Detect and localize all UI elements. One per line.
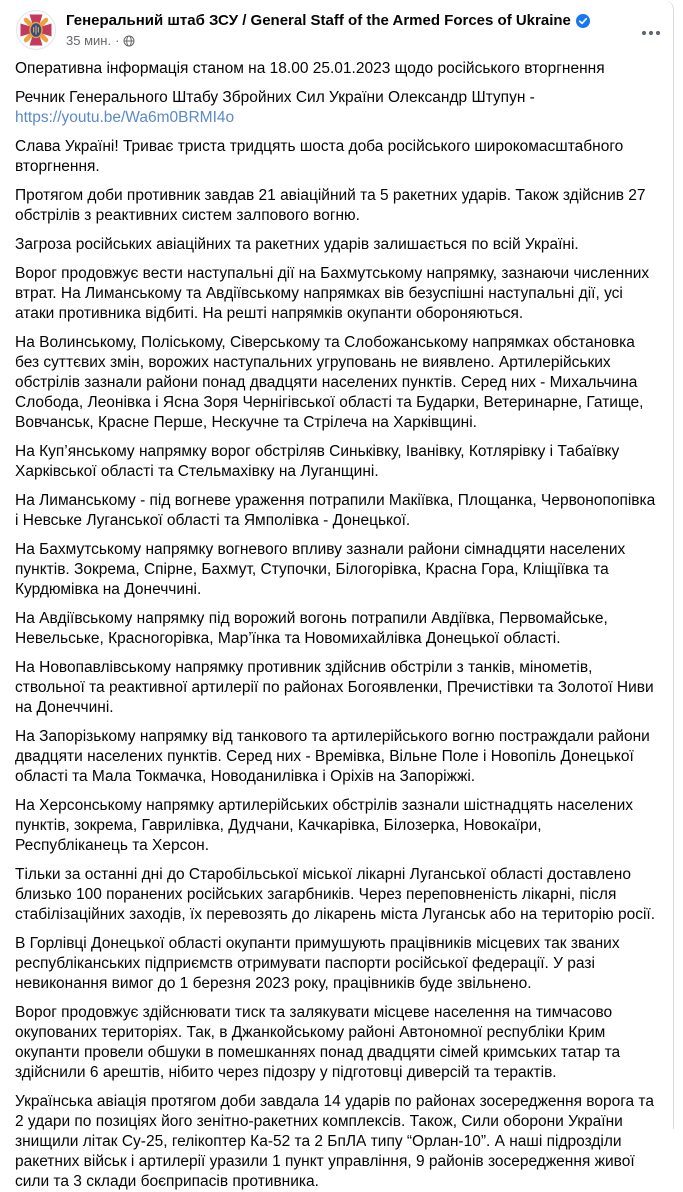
- post-timestamp[interactable]: 35 мин.: [66, 33, 112, 48]
- post-options-button[interactable]: [635, 17, 667, 49]
- post-paragraph: На Лиманському - під вогневе ураження потрапили Макіївка, Площанка, Червонопопівка і Невське Луганської області та Ямполівка - Донецької.: [15, 492, 660, 529]
- post-paragraph: На Запорізькому напрямку від танкового та артилерійського вогню постраждали райони двадцяти населених пунктів. Серед них - Времівка, Вільне Поле і Новопіль Донецької області та Мала Токмачка, Новоданилівка і Оріхів на Запоріжжі.: [15, 728, 655, 785]
- spokesperson-text: Речник Генерального Штабу Збройних Сил України Олександр Штупун -: [15, 89, 535, 106]
- public-globe-icon: [123, 35, 135, 47]
- post-paragraph: Українська авіація протягом доби завдала 14 ударів по районах зосередження ворога та 2 удари по позиціях його зенітно-ракетних комплексів. Також, Сили оборони України знищили літак Су-25, гелікоптер Ка-52 та 2 БпЛА типу “Орлан-10”. А наші підрозділи ракетних військ і артилерії уразили 1 пункт управління, 9 районів зосередження живої сили та 3 склади боєприпасів противника.: [15, 1093, 659, 1190]
- post-paragraph: На Куп’янському напрямку ворог обстріляв Синьківку, Іванівку, Котлярівку і Табаївку Харківської області та Стельмахівку на Луганщині.: [15, 443, 624, 480]
- post-paragraph: В Горлівці Донецької області окупанти примушують працівників місцевих так званих республіканських підприємств отримувати паспорти російської федерації. У разі невиконання вимог до 1 березня 2023 року, працівників буде звільнено.: [15, 935, 624, 992]
- separator-dot: ·: [115, 33, 120, 48]
- post-body: [0, 50, 673, 1192]
- post-paragraph: На Новопавлівському напрямку противник здійснив обстріли з танків, мінометів, ствольної та реактивної артилерії по районах Богоявленки, Пречистівки та Золотої Ниви на Донеччині.: [15, 659, 658, 716]
- post-paragraph: Ворог продовжує вести наступальні дії на Бахмутському напрямку, зазнаючи численних втрат. На Лиманському та Авдіївському напрямках вів безуспішні наступальні дії, усі атаки противника відбиті. На решті напрямків окупанти обороняються.: [15, 265, 654, 322]
- page-name[interactable]: Генеральний штаб ЗСУ / General Staff of the Armed Forces of Ukraine: [66, 12, 571, 29]
- post-intro-paragraph: Оперативна інформація станом на 18.00 25.01.2023 щодо російського вторгнення: [15, 60, 605, 77]
- three-dots-icon: [641, 30, 661, 36]
- post-paragraph: На Херсонському напрямку артилерійських обстрілів зазнали шістнадцять населених пунктів, зокрема, Гаврилівка, Дудчани, Качкарівка, Білозерка, Новокаїри, Республіканець та Херсон.: [15, 797, 638, 854]
- post-paragraph: Ворог продовжує здійснювати тиск та залякувати місцеве населення на тимчасово окупованих територіях. Так, в Джанкойському районі Автономної республіки Крим окупанти провели обшуки в помешканнях понад двадцяти сімей кримських татар та здійснили 6 арештів, нібито через підозру у підготовці диверсій та терактів.: [15, 1004, 625, 1081]
- post-paragraph: На Волинському, Поліському, Сіверському та Слобожанському напрямках обстановка без суттєвих змін, ворожих наступальних угруповань не виявлено. Артилерійських обстрілів зазнали райони понад двадцяти населених пунктів. Серед них - Михальчина Слобода, Леонівка і Ясна Зоря Чернігівської області та Бударки, Ветеринарне, Гатище, Вовчанськ, Красне Перше, Нескучне та Стрілеча на Харківщині.: [15, 334, 648, 431]
- post-paragraph: Тільки за останні дні до Старобільської міської лікарні Луганської області доставлено близько 100 поранених російських загарбників. Через переповненість лікарні, після стабілізаційних заходів, їх перевозять до лікарень міста Луганськ або на територію росії.: [15, 866, 656, 923]
- post-spokesperson-paragraph: [15, 88, 658, 128]
- post-paragraphs: [15, 137, 658, 1192]
- youtube-link[interactable]: https://youtu.be/Wa6m0BRMI4o: [15, 109, 235, 126]
- page-avatar[interactable]: [16, 10, 56, 50]
- verified-badge-icon: [576, 14, 590, 28]
- post-paragraph: На Бахмутському напрямку вогневого впливу зазнали райони сімнадцяти населених пунктів. Зокрема, Спірне, Бахмут, Ступочки, Білогорівка, Красна Гора, Кліщіївка та Курдюмівка на Донеччині.: [15, 541, 630, 598]
- post-paragraph: Протягом доби противник завдав 21 авіаційний та 5 ракетних ударів. Також здійснив 27 обстрілів з реактивних систем залпового вогню.: [15, 187, 650, 224]
- post-paragraph: На Авдіївському напрямку під ворожий вогонь потрапили Авдіївка, Первомайське, Невельське, Красногорівка, Мар’їнка та Новомихайлівка Донецької області.: [15, 610, 613, 647]
- post-paragraph: Слава Україні! Триває триста тридцять шоста доба російського широкомасштабного вторгнення.: [15, 138, 628, 175]
- post-paragraph: Загроза російських авіаційних та ракетних ударів залишається по всій Україні.: [15, 236, 579, 253]
- post-header: [0, 9, 673, 50]
- general-staff-emblem-icon: [16, 10, 56, 50]
- header-meta: [66, 9, 657, 49]
